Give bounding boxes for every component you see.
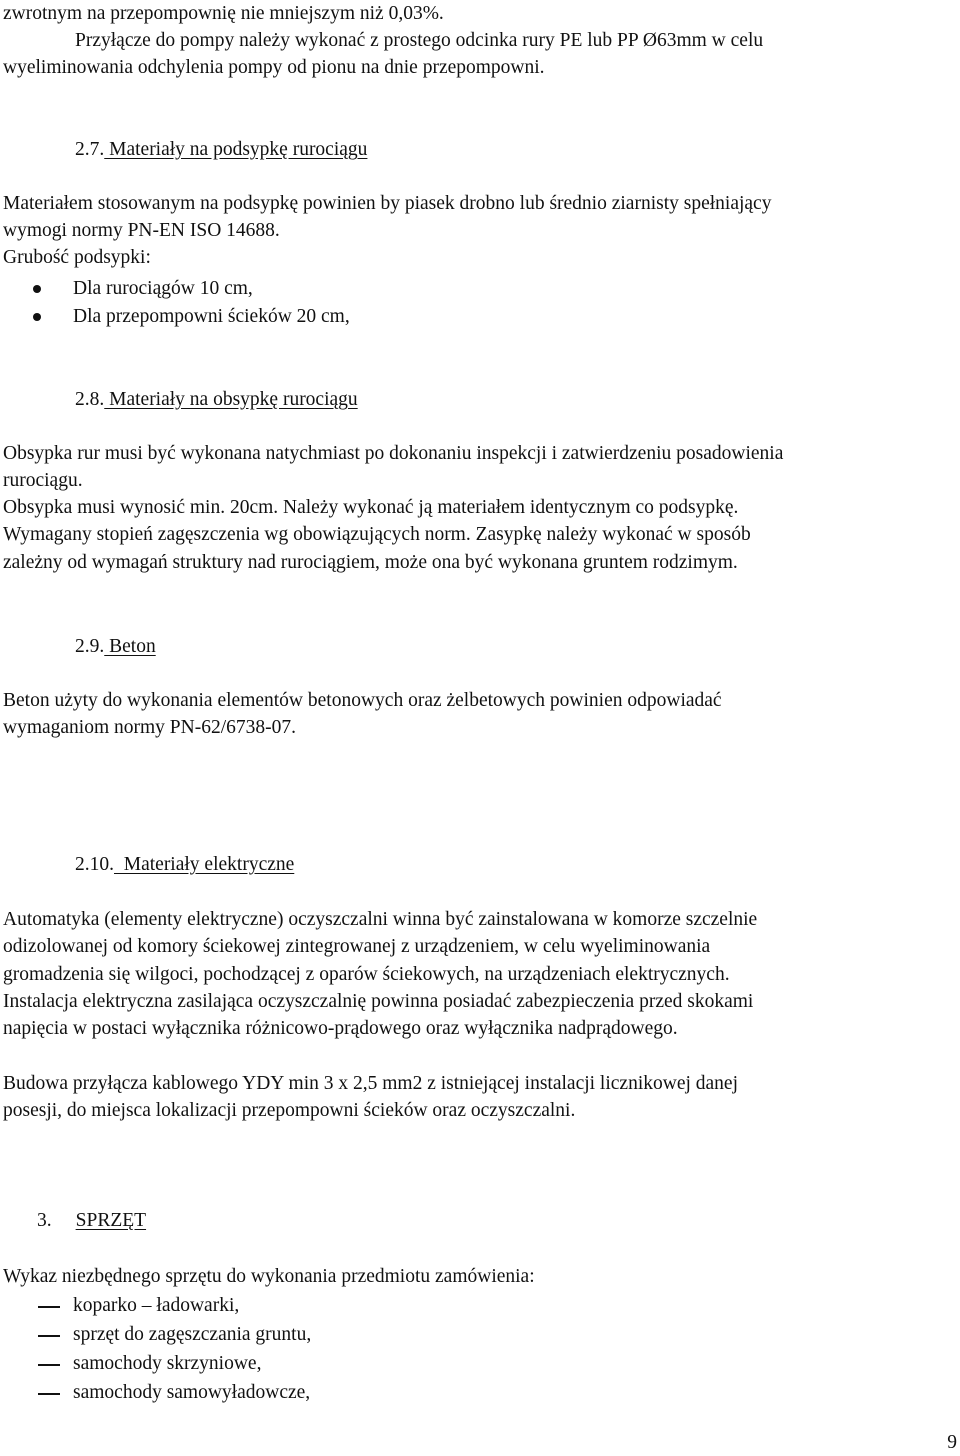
section-2-8-heading [75, 386, 358, 413]
intro-line-3: wyeliminowania odchylenia pompy od pionu na dnie przepompowni. [3, 57, 545, 78]
section-2-10-heading [75, 851, 294, 878]
dash-icon [38, 1393, 60, 1395]
section-3-heading [37, 1207, 146, 1234]
list-item-text: koparko – ładowarki, [73, 1295, 240, 1316]
section-2-9-number: 2.9. [75, 636, 105, 657]
dash-icon [38, 1335, 60, 1337]
section-2-7-paragraph-line-1: Materiałem stosowanym na podsypkę powinien by piasek drobno lub średnio ziarnisty spełniający [3, 193, 772, 214]
intro-line-2-text: Przyłącze do pompy należy wykonać z prostego odcinka rury PE lub PP Ø63mm w celu [75, 30, 764, 51]
section-2-10-line-4: Instalacja elektryczna zasilająca oczyszczalnię powinna posiadać zabezpieczenia przed skokami [3, 991, 754, 1012]
list-item-text: sprzęt do zagęszczania gruntu, [73, 1324, 312, 1345]
section-2-7-number: 2.7. [75, 139, 105, 160]
section-2-7-heading [75, 136, 367, 163]
section-2-7-thickness-label: Grubość podsypki: [3, 247, 151, 268]
section-2-10-line-2: odizolowanej od komory ściekowej zintegrowanej z urządzeniem, w celu wyeliminowania [3, 936, 711, 957]
section-2-10-line-1: Automatyka (elementy elektryczne) oczyszczalni winna być zainstalowana w komorze szczelnie [3, 909, 758, 930]
section-2-10-line-3: gromadzenia się wilgoci, pochodzącej z oparów ściekowych, na urządzeniach elektrycznych. [3, 964, 730, 985]
section-2-8-line-3: Obsypka musi wynosić min. 20cm. Należy wykonać ją materiałem identycznym co podsypkę. [3, 497, 739, 518]
section-2-10-line-6: Budowa przyłącza kablowego YDY min 3 x 2,5 mm2 z istniejącej instalacji licznikowej danej [3, 1073, 739, 1094]
section-2-8-number: 2.8. [75, 389, 105, 410]
section-2-8-line-4: Wymagany stopień zagęszczenia wg obowiązujących norm. Zasypkę należy wykonać w sposób [3, 524, 751, 545]
bullet-icon [33, 285, 41, 293]
section-2-10-number: 2.10. [75, 854, 114, 875]
intro-line-2 [75, 27, 956, 54]
section-2-9-heading [75, 633, 156, 660]
section-2-9-line-1: Beton użyty do wykonania elementów betonowych oraz żelbetowych powinien odpowiadać [3, 690, 722, 711]
dash-icon [38, 1364, 60, 1366]
section-2-8-title: Materiały na obsypkę rurociągu [104, 389, 358, 410]
list-item-text: samochody samowyładowcze, [73, 1382, 311, 1403]
section-3-title: SPRZĘT [75, 1210, 147, 1231]
section-2-7-title: Materiały na podsypkę rurociągu [104, 139, 368, 160]
bullet-icon [33, 313, 41, 321]
list-item-text: samochody skrzyniowe, [73, 1353, 262, 1374]
page-number: 9 [947, 1432, 957, 1453]
section-2-9-line-2: wymaganiom normy PN-62/6738-07. [3, 717, 297, 738]
section-2-10-line-5: napięcia w postaci wyłącznika różnicowo-prądowego oraz wyłącznika nadprądowego. [3, 1018, 678, 1039]
list-item-text: Dla przepompowni ścieków 20 cm, [73, 306, 350, 327]
section-2-10-line-7: posesji, do miejsca lokalizacji przepompowni ścieków oraz oczyszczalni. [3, 1100, 576, 1121]
section-3-number: 3. [37, 1210, 52, 1231]
intro-line-1: zwrotnym na przepompownię nie mniejszym niż 0,03%. [3, 3, 444, 24]
section-2-8-line-5: zależny od wymagań struktury nad rurociągiem, może ona być wykonana gruntem rodzimym. [3, 552, 738, 573]
list-item-text: Dla rurociągów 10 cm, [73, 278, 253, 299]
dash-icon [38, 1306, 60, 1308]
section-2-7-paragraph-line-2: wymogi normy PN-EN ISO 14688. [3, 220, 280, 241]
section-2-8-line-1: Obsypka rur musi być wykonana natychmiast po dokonaniu inspekcji i zatwierdzeniu posadowienia [3, 443, 784, 464]
section-2-9-title: Beton [104, 636, 156, 657]
section-2-10-title: Materiały elektryczne [114, 854, 295, 875]
section-2-8-line-2: rurociągu. [3, 470, 83, 491]
section-3-intro: Wykaz niezbędnego sprzętu do wykonania przedmiotu zamówienia: [3, 1266, 535, 1287]
